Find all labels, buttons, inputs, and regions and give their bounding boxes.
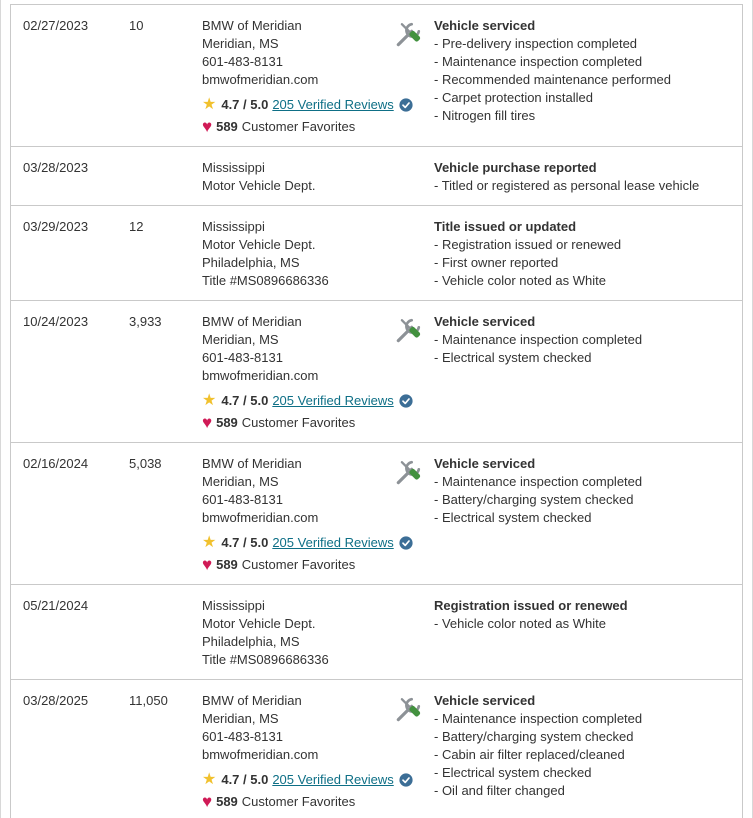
comment-title: Vehicle purchase reported <box>434 160 597 175</box>
event-source <box>202 313 393 432</box>
event-date: 05/21/2024 <box>23 598 89 613</box>
source-line: BMW of Meridian <box>202 314 302 329</box>
source-line: 601-483-8131 <box>202 350 283 365</box>
event-mileage: 12 <box>129 219 144 234</box>
comment-details <box>434 35 732 125</box>
event-source <box>202 455 393 574</box>
source-line: Motor Vehicle Dept. <box>202 237 316 252</box>
source-lines <box>202 159 393 195</box>
comment-details <box>434 710 732 800</box>
favorites-label: Customer Favorites <box>241 794 356 809</box>
event-mileage: 11,050 <box>129 693 168 708</box>
event-icon-cell <box>393 313 434 432</box>
star-icon: ★ <box>202 771 217 788</box>
comment-title: Vehicle serviced <box>434 456 536 471</box>
event-mileage: 5,038 <box>129 456 162 471</box>
favorites-label: Customer Favorites <box>241 415 356 430</box>
source-line: Motor Vehicle Dept. <box>202 616 316 631</box>
dealer-rating-row <box>202 96 393 114</box>
favorites-label: Customer Favorites <box>241 119 356 134</box>
verified-reviews-link[interactable]: 205 Verified Reviews <box>272 393 394 408</box>
event-comments <box>434 17 742 136</box>
rating-score: 4.7 / 5.0 <box>221 772 269 787</box>
comment-detail: - Pre-delivery inspection completed <box>434 36 638 51</box>
comment-title: Title issued or updated <box>434 219 577 234</box>
rating-score: 4.7 / 5.0 <box>221 393 269 408</box>
event-source <box>202 159 393 195</box>
event-icon-cell <box>393 218 434 290</box>
source-line: bmwofmeridian.com <box>202 368 319 383</box>
source-line: 601-483-8131 <box>202 729 283 744</box>
event-mileage: 10 <box>129 18 144 33</box>
comment-title: Vehicle serviced <box>434 314 536 329</box>
verified-reviews-link[interactable]: 205 Verified Reviews <box>272 772 394 787</box>
rating-score: 4.7 / 5.0 <box>221 535 269 550</box>
star-icon: ★ <box>202 96 217 113</box>
comment-detail: - Carpet protection installed <box>434 90 593 105</box>
comment-detail: - Oil and filter changed <box>434 783 565 798</box>
favorites-count: 589 <box>216 557 238 572</box>
star-icon: ★ <box>202 392 217 409</box>
comment-title: Vehicle serviced <box>434 18 536 33</box>
source-line: Title #MS0896686336 <box>202 652 329 667</box>
comment-detail: - Electrical system checked <box>434 510 592 525</box>
history-row <box>11 584 742 679</box>
event-source <box>202 218 393 290</box>
comment-detail: - Electrical system checked <box>434 765 592 780</box>
vehicle-history-table <box>10 4 743 818</box>
dealer-favorites-row <box>202 793 393 811</box>
event-comments <box>434 692 742 811</box>
event-icon-cell <box>393 159 434 195</box>
source-lines <box>202 17 393 89</box>
favorites-count: 589 <box>216 119 238 134</box>
comment-detail: - Electrical system checked <box>434 350 592 365</box>
source-line: Mississippi <box>202 160 265 175</box>
comment-detail: - Vehicle color noted as White <box>434 616 606 631</box>
comment-detail: - Nitrogen fill tires <box>434 108 536 123</box>
comment-detail: - Maintenance inspection completed <box>434 332 643 347</box>
comment-detail: - Registration issued or renewed <box>434 237 622 252</box>
source-line: 601-483-8131 <box>202 492 283 507</box>
event-comments <box>434 597 742 669</box>
comment-detail: - Maintenance inspection completed <box>434 711 643 726</box>
rating-score: 4.7 / 5.0 <box>221 97 269 112</box>
verified-reviews-link[interactable]: 205 Verified Reviews <box>272 535 394 550</box>
comment-title: Vehicle serviced <box>434 693 536 708</box>
event-date: 02/16/2024 <box>23 456 89 471</box>
heart-icon: ♥ <box>202 117 213 136</box>
source-line: bmwofmeridian.com <box>202 72 319 87</box>
event-date: 02/27/2023 <box>23 18 89 33</box>
event-source <box>202 17 393 136</box>
source-line: bmwofmeridian.com <box>202 747 319 762</box>
favorites-count: 589 <box>216 794 238 809</box>
dealer-favorites-row <box>202 556 393 574</box>
service-tools-icon <box>393 456 434 488</box>
comment-detail: - Recommended maintenance performed <box>434 72 672 87</box>
service-tools-icon <box>393 314 434 346</box>
event-comments <box>434 455 742 574</box>
comment-details <box>434 331 732 367</box>
history-row <box>11 205 742 300</box>
star-icon: ★ <box>202 534 217 551</box>
source-lines <box>202 455 393 527</box>
event-source <box>202 597 393 669</box>
history-row <box>11 679 742 818</box>
source-line: Mississippi <box>202 598 265 613</box>
comment-detail: - First owner reported <box>434 255 559 270</box>
dealer-rating-row <box>202 392 393 410</box>
heart-icon: ♥ <box>202 555 213 574</box>
history-row <box>11 300 742 442</box>
dealer-rating-row <box>202 534 393 552</box>
event-mileage <box>129 597 202 669</box>
source-lines <box>202 692 393 764</box>
source-line: Mississippi <box>202 219 265 234</box>
source-line: BMW of Meridian <box>202 18 302 33</box>
source-lines <box>202 313 393 385</box>
source-line: Meridian, MS <box>202 711 279 726</box>
comment-detail: - Battery/charging system checked <box>434 492 634 507</box>
comment-details <box>434 177 732 195</box>
source-line: 601-483-8131 <box>202 54 283 69</box>
event-comments <box>434 313 742 432</box>
favorites-label: Customer Favorites <box>241 557 356 572</box>
source-line: bmwofmeridian.com <box>202 510 319 525</box>
comment-detail: - Cabin air filter replaced/cleaned <box>434 747 625 762</box>
source-line: Philadelphia, MS <box>202 634 300 649</box>
event-date: 10/24/2023 <box>23 314 89 329</box>
event-mileage: 3,933 <box>129 314 162 329</box>
service-tools-icon <box>393 693 434 725</box>
source-line: Meridian, MS <box>202 332 279 347</box>
comment-details <box>434 236 732 290</box>
verified-reviews-link[interactable]: 205 Verified Reviews <box>272 97 394 112</box>
event-icon-cell <box>393 692 434 811</box>
comment-detail: - Vehicle color noted as White <box>434 273 606 288</box>
source-line: Philadelphia, MS <box>202 255 300 270</box>
event-mileage <box>129 159 202 195</box>
comment-details <box>434 473 732 527</box>
event-date: 03/28/2023 <box>23 160 89 175</box>
source-line: BMW of Meridian <box>202 456 302 471</box>
comment-detail: - Maintenance inspection completed <box>434 54 643 69</box>
history-row <box>11 4 742 146</box>
dealer-favorites-row <box>202 118 393 136</box>
source-lines <box>202 218 393 290</box>
dealer-rating-row <box>202 771 393 789</box>
event-icon-cell <box>393 455 434 574</box>
source-line: Meridian, MS <box>202 36 279 51</box>
comment-title: Registration issued or renewed <box>434 598 628 613</box>
favorites-count: 589 <box>216 415 238 430</box>
source-line: Meridian, MS <box>202 474 279 489</box>
source-line: Title #MS0896686336 <box>202 273 329 288</box>
event-comments <box>434 218 742 290</box>
comment-detail: - Maintenance inspection completed <box>434 474 643 489</box>
comment-detail: - Titled or registered as personal lease vehicle <box>434 178 700 193</box>
event-icon-cell <box>393 597 434 669</box>
source-line: BMW of Meridian <box>202 693 302 708</box>
service-tools-icon <box>393 18 434 50</box>
comment-details <box>434 615 732 633</box>
event-date: 03/29/2023 <box>23 219 89 234</box>
history-row <box>11 146 742 205</box>
source-lines <box>202 597 393 669</box>
event-date: 03/28/2025 <box>23 693 89 708</box>
heart-icon: ♥ <box>202 792 213 811</box>
event-comments <box>434 159 742 195</box>
dealer-favorites-row <box>202 414 393 432</box>
source-line: Motor Vehicle Dept. <box>202 178 316 193</box>
event-source <box>202 692 393 811</box>
history-row <box>11 442 742 584</box>
heart-icon: ♥ <box>202 413 213 432</box>
comment-detail: - Battery/charging system checked <box>434 729 634 744</box>
event-icon-cell <box>393 17 434 136</box>
